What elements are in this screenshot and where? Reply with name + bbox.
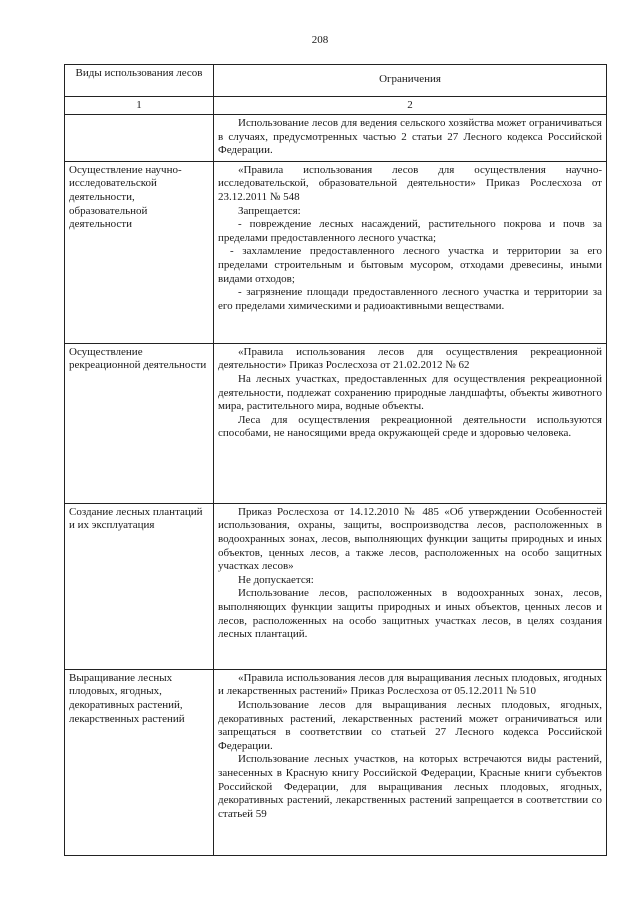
column-header-forest-use-types: Виды использования лесов <box>65 65 214 97</box>
restrictions-cell <box>214 161 607 343</box>
table-row <box>65 343 607 503</box>
restriction-paragraph: Использование лесных участков, на которых встречаются виды растений, занесенных в Красную книгу Российской Федерации, Красные книги субъектов Российской Федерации, для выращивания лесных плодовых, ягодных, декоративных растений, лекарственных растений запрещается в соответствии со статьей 59 <box>218 753 602 820</box>
column-number-1: 1 <box>65 97 214 115</box>
forest-use-type-cell: Осуществление рекреационной деятельности <box>65 343 214 503</box>
restriction-paragraph: «Правила использования лесов для осуществления рекреационной деятельности» Приказ Рослесхоза от 21.02.2012 № 62 <box>218 345 602 372</box>
forest-use-type-cell: Создание лесных плантаций и их эксплуатация <box>65 503 214 669</box>
column-number-2: 2 <box>214 97 607 115</box>
restrictions-cell <box>214 669 607 855</box>
column-numbering-row <box>65 97 607 115</box>
restriction-paragraph: «Правила использования лесов для выращивания лесных плодовых, ягодных и лекарственных растений» Приказ Рослесхоза от 05.12.2011 № 510 <box>218 671 602 698</box>
restriction-paragraph: Использование лесов для выращивания лесных плодовых, ягодных, декоративных растений, лекарственных растений может ограничиваться или запрещаться в соответствии со статьей 27 Лесного кодекса Российской Федерации. <box>218 698 602 752</box>
restriction-paragraph: Запрещается: <box>238 204 301 217</box>
table-row <box>65 503 607 669</box>
restriction-paragraph: Использование лесов, расположенных в водоохранных зонах, лесов, выполняющих функции защиты природных и иных объектов, ценных лесов и лесов, расположенных на особо защитных участках лесов, в целях создания лесных плантаций. <box>218 587 602 641</box>
restriction-paragraph: «Правила использования лесов для осуществления научно-исследовательской, образовательной деятельности» Приказ Рослесхоза от 23.12.2011 № 548 <box>218 163 602 203</box>
restrictions-cell <box>214 115 607 162</box>
restriction-paragraph: - загрязнение площади предоставленного лесного участка и территории за его пределами химическими и радиоактивными веществами. <box>218 286 602 312</box>
page-number: 208 <box>311 34 329 46</box>
table-row <box>65 161 607 343</box>
forest-use-type-cell <box>65 115 214 162</box>
restriction-paragraph: Леса для осуществления рекреационной деятельности используются способами, не наносящими вреда окружающей среде и здоровью человека. <box>218 413 602 440</box>
restriction-paragraph: Не допускается: <box>238 573 314 586</box>
table-header-row <box>65 65 607 97</box>
table-row <box>65 115 607 162</box>
restrictions-cell <box>214 503 607 669</box>
restrictions-cell <box>214 343 607 503</box>
restriction-paragraph: - повреждение лесных насаждений, растительного покрова и почв за пределами предоставленного лесного участка; <box>218 218 602 244</box>
table-row <box>65 669 607 855</box>
column-header-restrictions: Ограничения <box>214 65 607 97</box>
forest-use-type-cell: Осуществление научно-исследовательской деятельности, образовательной деятельности <box>65 161 214 343</box>
restriction-paragraph: На лесных участках, предоставленных для осуществления рекреационной деятельности, подлежат сохранению природные ландшафты, объекты животного мира, растительного мира, водные объекты. <box>218 372 602 413</box>
forest-use-type-cell: Выращивание лесных плодовых, ягодных, декоративных растений, лекарственных растений <box>65 669 214 855</box>
restriction-paragraph: Приказ Рослесхоза от 14.12.2010 № 485 «Об утверждении Особенностей использования, охраны, защиты, воспроизводства лесов, расположенных в водоохранных зонах, лесов, выполняющих функции защиты природных и иных объектов, ценных лесов, а также лесов, расположенных на особо защитных участках лесов» <box>218 505 602 573</box>
restrictions-table <box>64 64 607 856</box>
restriction-paragraph: Использование лесов для ведения сельского хозяйства может ограничиваться в случаях, предусмотренных частью 2 статьи 27 Лесного кодекса Российской Федерации. <box>218 117 602 157</box>
restriction-paragraph: - захламление предоставленного лесного участка и территории за его пределами строительным и бытовым мусором, отходами древесины, иными видами отходов; <box>218 245 602 285</box>
